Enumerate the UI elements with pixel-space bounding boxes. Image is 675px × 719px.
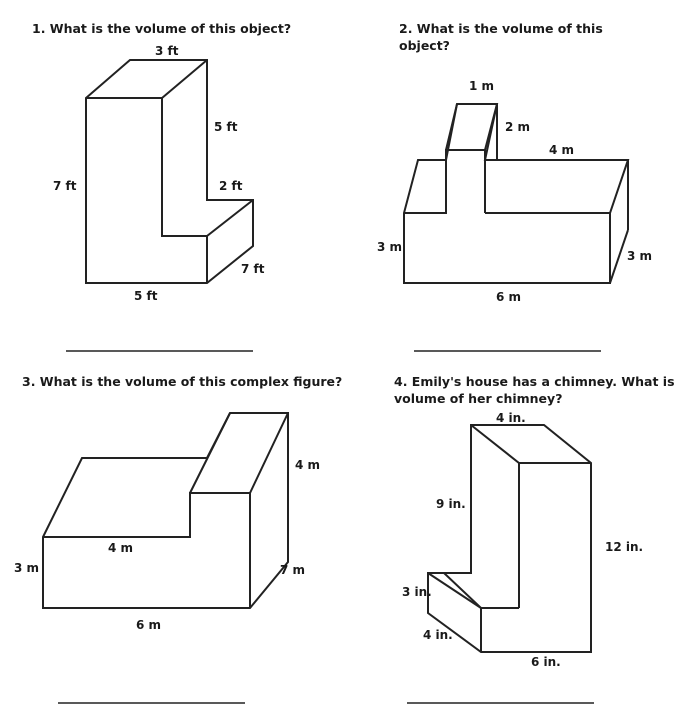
q1-label-bottom: 5 ft — [134, 289, 158, 303]
q2-label-bottom: 6 m — [496, 290, 522, 304]
q2-label-ledge: 4 m — [549, 143, 575, 157]
q3-label-left: 3 m — [14, 561, 40, 575]
q3-label-tower: 4 m — [295, 458, 321, 472]
figure-4-chimney — [428, 425, 591, 652]
figure-1-l-shape — [86, 60, 253, 283]
q3-label-bottom: 6 m — [136, 618, 162, 632]
figure-3-stepped-shape — [43, 413, 288, 608]
q4-label-upper-left: 9 in. — [436, 497, 466, 511]
q1-label-step: 2 ft — [219, 179, 243, 193]
q4-label-step: 3 in. — [402, 585, 432, 599]
q1-label-top: 3 ft — [155, 44, 179, 58]
q1-label-depth: 7 ft — [241, 262, 265, 276]
q2-label-right: 3 m — [627, 249, 653, 263]
q1-label-upper-right: 5 ft — [214, 120, 238, 134]
question-2: 2. What is the volume of this object? — [399, 21, 603, 53]
q2-label-tower-side: 2 m — [505, 120, 531, 134]
question-4-line-2: volume of her chimney? — [394, 391, 563, 406]
question-1: 1. What is the volume of this object? — [32, 21, 292, 36]
q4-label-depth: 4 in. — [423, 628, 453, 642]
question-3: 3. What is the volume of this complex figure? — [22, 374, 343, 389]
q2-label-left: 3 m — [377, 240, 403, 254]
q4-label-right: 12 in. — [605, 540, 644, 554]
q1-label-left: 7 ft — [53, 179, 77, 193]
q3-label-left-width: 4 m — [108, 541, 134, 555]
question-4-line-1: 4. Emily's house has a chimney. What is — [394, 374, 675, 389]
q4-label-top: 4 in. — [496, 411, 526, 425]
q3-label-depth: 7 m — [280, 563, 306, 577]
q2-label-top: 1 m — [469, 79, 495, 93]
q4-label-bottom: 6 in. — [531, 655, 561, 669]
